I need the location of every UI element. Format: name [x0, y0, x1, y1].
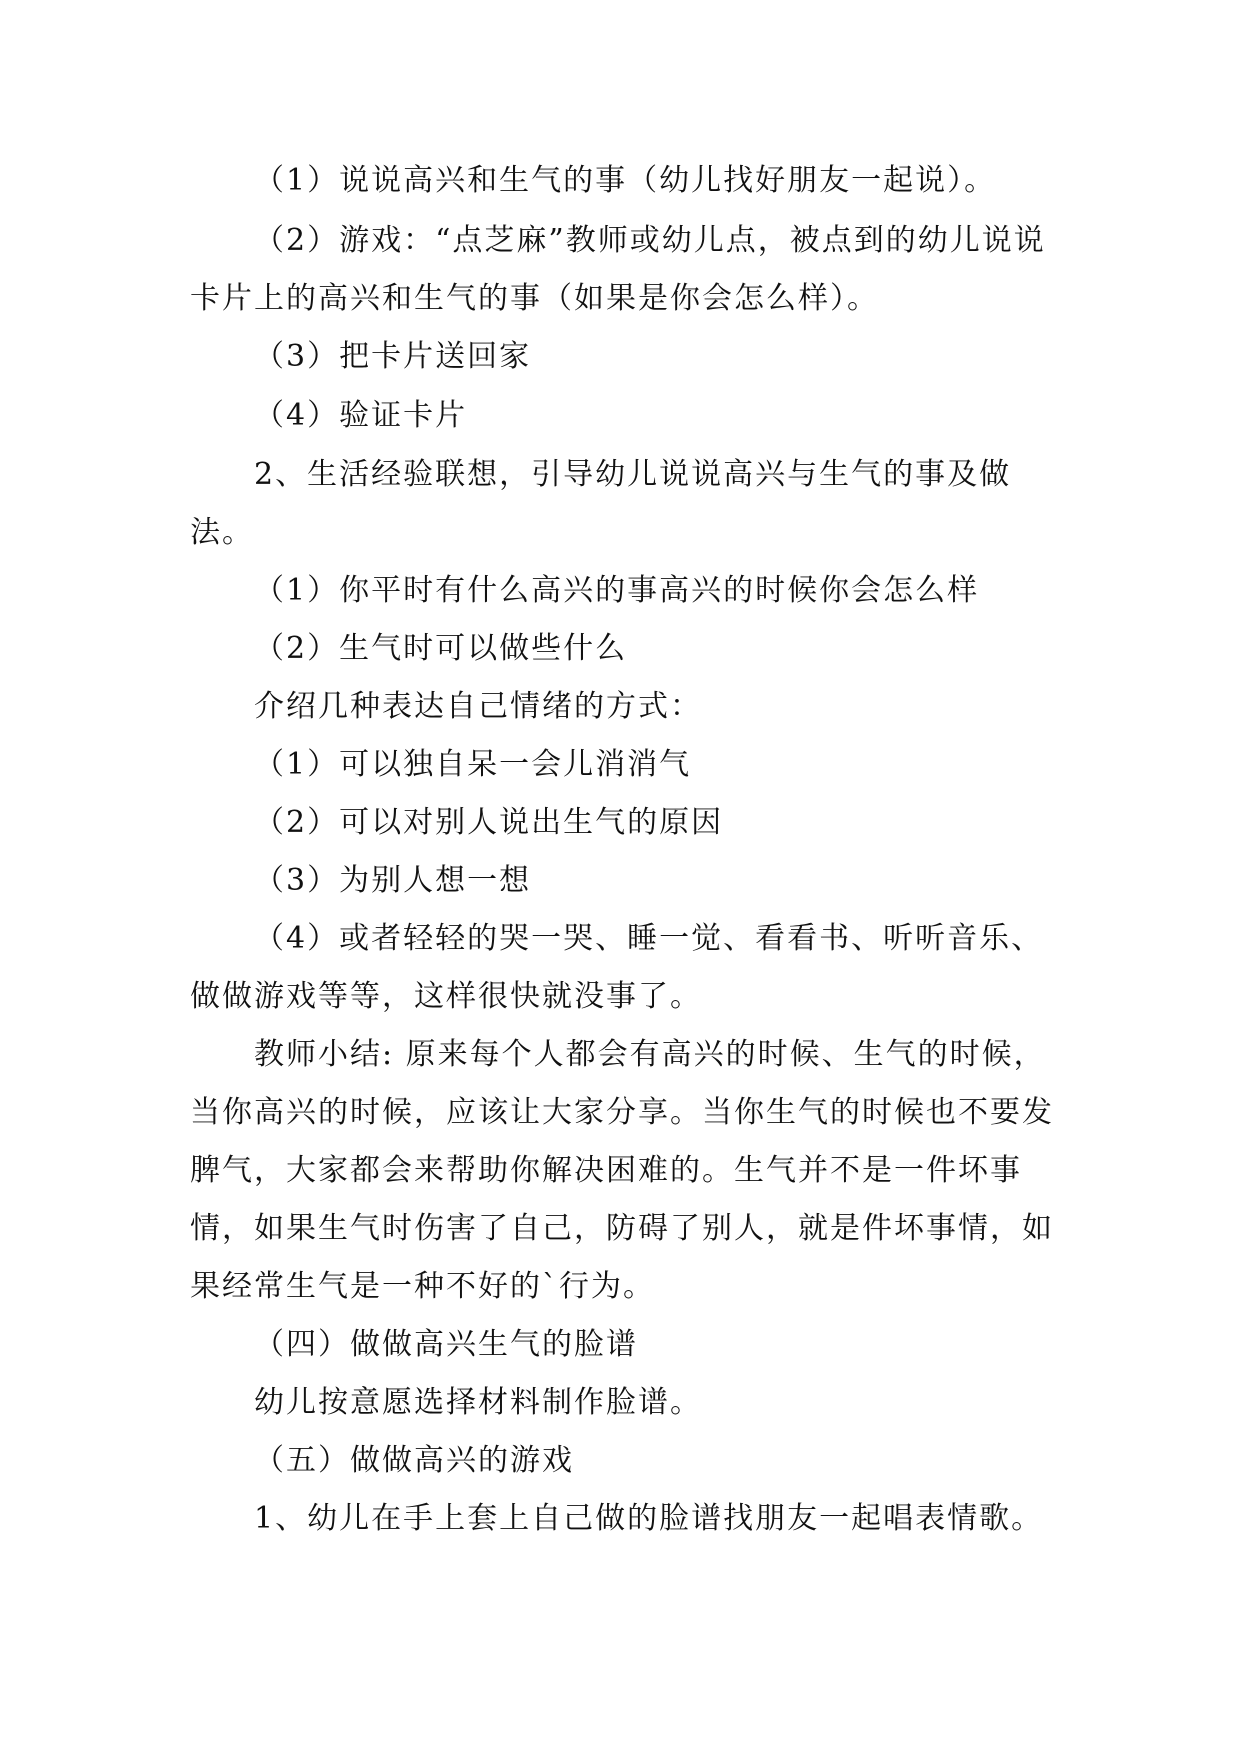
paragraph-4: （4）验证卡片	[254, 398, 468, 433]
paragraph-9: （1）可以独自呆一会儿消消气	[254, 747, 692, 782]
paragraph-3: （3）把卡片送回家	[254, 339, 532, 374]
paragraph-16: （五）做做高兴的游戏	[254, 1443, 574, 1478]
paragraph-13: 教师小结: 原来每个人都会有高兴的时候、生气的时候，当你高兴的时候，应该让大家分享。当你生气的时候也不要发脾气，大家都会来帮助你解决困难的。生气并不是一件坏事情，如果生气时伤害了自己，防碍了别人，就是件坏事情，如果经常生气是一种不好的`行为。	[190, 1037, 1054, 1304]
paragraph-1: （1）说说高兴和生气的事（幼儿找好朋友一起说）。	[254, 163, 997, 198]
paragraph-11: （3）为别人想一想	[254, 863, 532, 898]
paragraph-8: 介绍几种表达自己情绪的方式：	[254, 689, 702, 724]
paragraph-5: 2、生活经验联想，引导幼儿说说高兴与生气的事及做法。	[190, 457, 1012, 550]
paragraph-15: 幼儿按意愿选择材料制作脸谱。	[254, 1385, 702, 1420]
paragraph-10: （2）可以对别人说出生气的原因	[254, 805, 724, 840]
paragraph-12: （4）或者轻轻的哭一哭、睡一觉、看看书、听听音乐、做做游戏等等，这样很快就没事了。	[190, 921, 1044, 1014]
paragraph-7: （2）生气时可以做些什么	[254, 631, 628, 666]
paragraph-17: 1、幼儿在手上套上自己做的脸谱找朋友一起唱表情歌。	[254, 1501, 1044, 1536]
paragraph-2: （2）游戏：“点芝麻”教师或幼儿点，被点到的幼儿说说卡片上的高兴和生气的事（如果是你会怎么样）。	[190, 223, 1046, 316]
paragraph-14: （四）做做高兴生气的脸谱	[254, 1327, 638, 1362]
paragraph-6: （1）你平时有什么高兴的事高兴的时候你会怎么样	[254, 573, 980, 608]
